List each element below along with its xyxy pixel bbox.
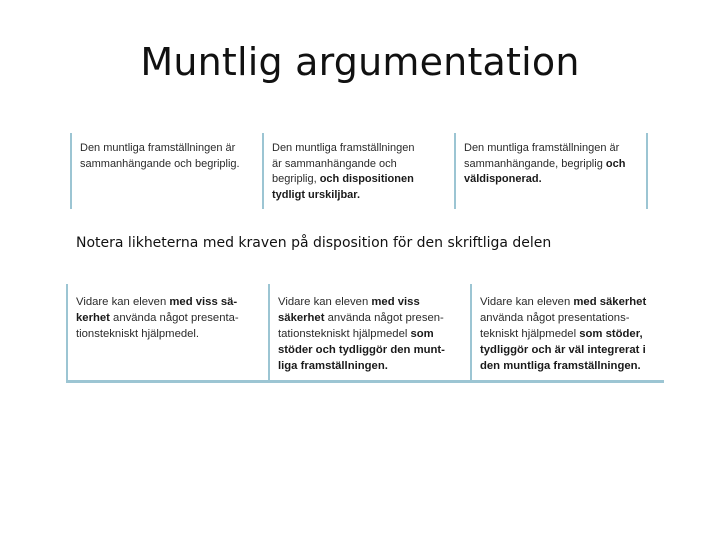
cell-text: sammanhängande, begriplig — [464, 157, 606, 170]
cell-line — [278, 342, 464, 358]
cell-line — [464, 141, 640, 157]
cell-text: Den muntliga framställningen — [272, 142, 415, 154]
cell-text-bold: som — [410, 328, 434, 340]
cell-line — [76, 310, 262, 326]
cell-text: använda något presenta- — [109, 312, 239, 324]
cell-text: begriplig, — [272, 173, 320, 185]
cell-line — [80, 141, 256, 157]
cell-text: sammanhängande och begriplig. — [80, 157, 240, 170]
cell-line — [76, 294, 262, 310]
cell-text: Vidare kan eleven — [278, 296, 372, 308]
criteria-cell-c — [264, 133, 456, 209]
cell-text: tationstekniskt hjälpmedel — [278, 328, 411, 340]
cell-text: Den muntliga framställningen är — [80, 142, 236, 154]
note-text: Notera likheterna med kraven på disposition för den skriftliga delen — [76, 235, 552, 251]
cell-line — [272, 157, 448, 173]
criteria-table-top — [70, 133, 648, 209]
cell-text-bold: säkerhet — [278, 312, 325, 324]
cell-text-bold: och — [605, 157, 626, 170]
cell-text-bold: kerhet — [76, 312, 110, 324]
cell-text-bold: med viss — [371, 296, 420, 308]
cell-text: Vidare kan eleven — [76, 296, 170, 308]
cell-text-bold: tydligt urskiljbar. — [272, 188, 361, 201]
slide-title: Muntlig argumentation — [140, 40, 580, 84]
cell-text: tekniskt hjälpmedel — [480, 328, 580, 340]
cell-line — [272, 188, 448, 204]
cell-line — [278, 358, 464, 374]
cell-line — [80, 157, 256, 173]
cell-text: Den muntliga framställningen är — [464, 142, 620, 154]
criteria-cell-a — [456, 133, 648, 209]
criteria-cell-e — [70, 133, 264, 209]
cell-text-bold: med säkerhet — [573, 296, 647, 308]
cell-text-bold: liga framställningen. — [278, 360, 388, 372]
cell-text: är sammanhängande och — [272, 157, 397, 170]
cell-line — [480, 294, 658, 310]
criteria-cell-c — [270, 284, 472, 380]
cell-line — [480, 342, 658, 358]
cell-line — [464, 157, 640, 173]
cell-line — [480, 358, 658, 374]
cell-line — [480, 310, 658, 326]
cell-text-bold: stöder och tydliggör den munt- — [278, 344, 445, 356]
cell-line — [272, 172, 448, 188]
cell-text: använda något presentations- — [480, 312, 630, 324]
cell-line — [76, 326, 262, 342]
cell-line — [278, 310, 464, 326]
cell-text: Vidare kan eleven — [480, 296, 574, 308]
cell-text: använda något presen- — [324, 312, 444, 324]
cell-text-bold: den muntliga framställningen. — [480, 360, 641, 372]
criteria-cell-e — [66, 284, 270, 380]
criteria-cell-a — [472, 284, 664, 380]
cell-line — [278, 326, 464, 342]
criteria-table-bottom — [66, 284, 664, 383]
cell-line — [464, 172, 640, 188]
cell-line — [278, 294, 464, 310]
cell-line — [272, 141, 448, 157]
cell-line — [480, 326, 658, 342]
cell-text-bold: tydliggör och är väl integrerat i — [480, 344, 646, 356]
cell-text: tionstekniskt hjälpmedel. — [76, 328, 200, 340]
cell-text-bold: som stöder, — [579, 328, 643, 340]
cell-text-bold: och dispositionen — [319, 173, 414, 185]
cell-text-bold: väldisponerad. — [464, 173, 542, 185]
cell-text-bold: med viss sä- — [169, 296, 238, 308]
